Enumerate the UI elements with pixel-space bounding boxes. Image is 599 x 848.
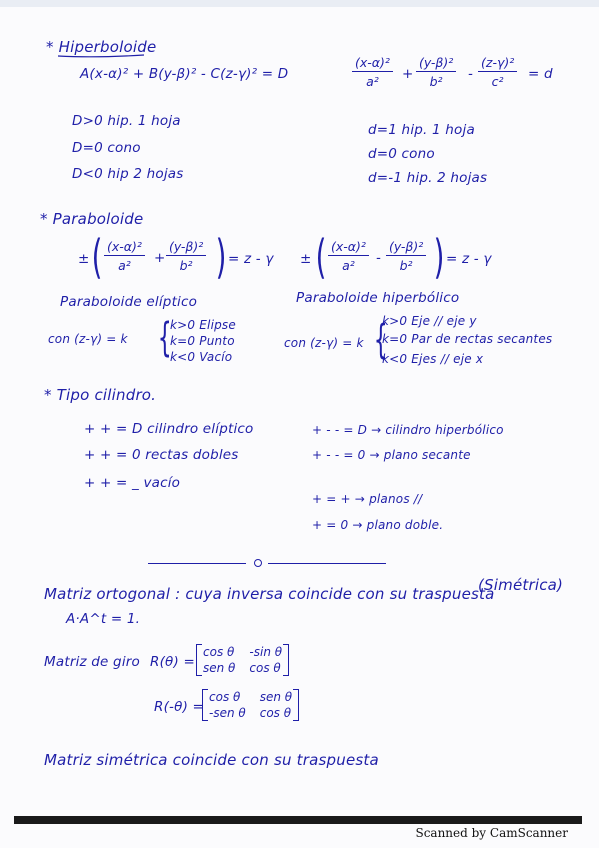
cilindro-left-2: + + = 0 rectas dobles xyxy=(84,447,239,463)
op-minus: - xyxy=(376,250,382,266)
paren-close: ) xyxy=(433,230,445,284)
frac-numerator: (y-β)² xyxy=(386,239,426,256)
matriz-giro-matrix xyxy=(196,644,289,676)
elliptic-case-3: k<0 Vacío xyxy=(170,350,233,364)
matriz-giro-label: Matriz de giro xyxy=(44,654,140,670)
hiperboloide-frac-y xyxy=(416,55,456,89)
frac-denominator: b² xyxy=(179,258,193,273)
cilindro-left-1: + + = D cilindro elíptico xyxy=(84,421,254,437)
cilindro-left-3: + + = _ vacío xyxy=(84,475,181,491)
frac-denominator: c² xyxy=(491,74,504,89)
matrix-cell: sen θ xyxy=(259,690,293,704)
hyperbolic-case-2: k=0 Par de rectas secantes xyxy=(382,332,553,346)
matrix-cell: cos θ xyxy=(203,645,235,659)
frac-numerator: (x-α)² xyxy=(104,239,145,256)
case-left-2: D=0 cono xyxy=(72,140,141,156)
hyperbolic-case-1: k>0 Eje // eje y xyxy=(382,314,477,328)
hiperboloide-equation: A(x-α)² + B(y-β)² - C(z-γ)² = D xyxy=(80,66,289,82)
paren-close: ) xyxy=(215,230,227,284)
hyperbolic-case-3: k<0 Ejes // eje x xyxy=(382,352,484,366)
cilindro-right-1: + - - = D → cilindro hiperbólico xyxy=(312,423,504,437)
paren-open: ( xyxy=(315,230,327,284)
hyperbolic-frac-y xyxy=(386,239,426,273)
section-title-paraboloide: * Paraboloide xyxy=(40,210,144,228)
matriz-giro-inv-matrix xyxy=(202,689,299,721)
frac-denominator: b² xyxy=(399,258,413,273)
frac-numerator: (x-α)² xyxy=(328,239,369,256)
brace: { xyxy=(157,315,172,361)
scanner-watermark: Scanned by CamScanner xyxy=(415,826,568,840)
matriz-simetrica-text: Matriz simétrica coincide con su traspuesta xyxy=(44,751,379,769)
matrix-cell: cos θ xyxy=(249,661,281,675)
cilindro-right-4: + = 0 → plano doble. xyxy=(312,518,444,532)
frac-numerator: (y-β)² xyxy=(416,55,456,72)
matriz-giro-r: R(θ) = xyxy=(150,654,195,670)
elliptic-rhs: = z - γ xyxy=(228,251,274,267)
frac-denominator: a² xyxy=(366,74,379,89)
brace: { xyxy=(373,317,388,363)
op-plus: + xyxy=(154,250,166,266)
matrix-cell: sen θ xyxy=(203,661,236,675)
elliptic-case-2: k=0 Punto xyxy=(170,334,235,348)
elliptic-frac-y xyxy=(166,239,206,273)
matriz-ortogonal-text: Matriz ortogonal : cuya inversa coincide con su traspuesta xyxy=(44,585,495,603)
elliptic-frac-x xyxy=(104,239,145,273)
hiperboloide-frac-z xyxy=(478,55,517,89)
matrix-cell: cos θ xyxy=(209,690,241,704)
section-title-hiperboloide: * Hiperboloide xyxy=(46,38,157,56)
hyperbolic-frac-x xyxy=(328,239,369,273)
frac-numerator: (z-γ)² xyxy=(478,55,517,72)
scan-edge-top xyxy=(0,0,599,7)
frac-denominator: a² xyxy=(118,258,131,273)
scan-edge-bottom xyxy=(14,816,582,824)
case-right-3: d=-1 hip. 2 hojas xyxy=(368,170,488,186)
title-underline xyxy=(56,52,146,60)
hyperbolic-label: Paraboloide hiperbólico xyxy=(296,290,460,306)
hiperboloide-rhs: = d xyxy=(528,66,553,82)
frac-denominator: a² xyxy=(342,258,355,273)
matriz-ortogonal-note: (Simétrica) xyxy=(478,576,564,594)
matrix-cell: cos θ xyxy=(259,706,292,720)
elliptic-label: Paraboloide elíptico xyxy=(60,294,198,310)
paraboloide-elliptic-pm: ± xyxy=(78,251,90,267)
elliptic-con: con (z-γ) = k xyxy=(48,332,128,346)
divider-left xyxy=(148,563,246,564)
case-left-1: D>0 hip. 1 hoja xyxy=(72,113,181,129)
frac-denominator: b² xyxy=(429,74,443,89)
divider-right xyxy=(268,563,386,564)
matrix-cell: -sen θ xyxy=(209,706,246,720)
section-title-tipo-cilindro: * Tipo cilindro. xyxy=(44,386,157,404)
case-left-3: D<0 hip 2 hojas xyxy=(72,166,184,182)
case-right-1: d=1 hip. 1 hoja xyxy=(368,122,475,138)
cilindro-right-3: + = + → planos // xyxy=(312,492,423,506)
matriz-giro-r-inv: R(-θ) = xyxy=(154,699,205,715)
hiperboloide-frac-x xyxy=(352,55,393,89)
paraboloide-hyperbolic-pm: ± xyxy=(300,251,312,267)
elliptic-case-1: k>0 Elipse xyxy=(170,318,236,332)
matriz-ortogonal-eq: A·A^t = 1. xyxy=(66,611,141,627)
hyperbolic-con: con (z-γ) = k xyxy=(284,336,364,350)
op-minus: - xyxy=(468,66,474,82)
hyperbolic-rhs: = z - γ xyxy=(446,251,492,267)
cilindro-right-2: + - - = 0 → plano secante xyxy=(312,448,471,462)
matrix-cell: -sin θ xyxy=(249,645,283,659)
divider-dot xyxy=(254,559,262,567)
op-plus: + xyxy=(402,66,414,82)
paren-open: ( xyxy=(91,230,103,284)
frac-numerator: (y-β)² xyxy=(166,239,206,256)
case-right-2: d=0 cono xyxy=(368,146,435,162)
frac-numerator: (x-α)² xyxy=(352,55,393,72)
